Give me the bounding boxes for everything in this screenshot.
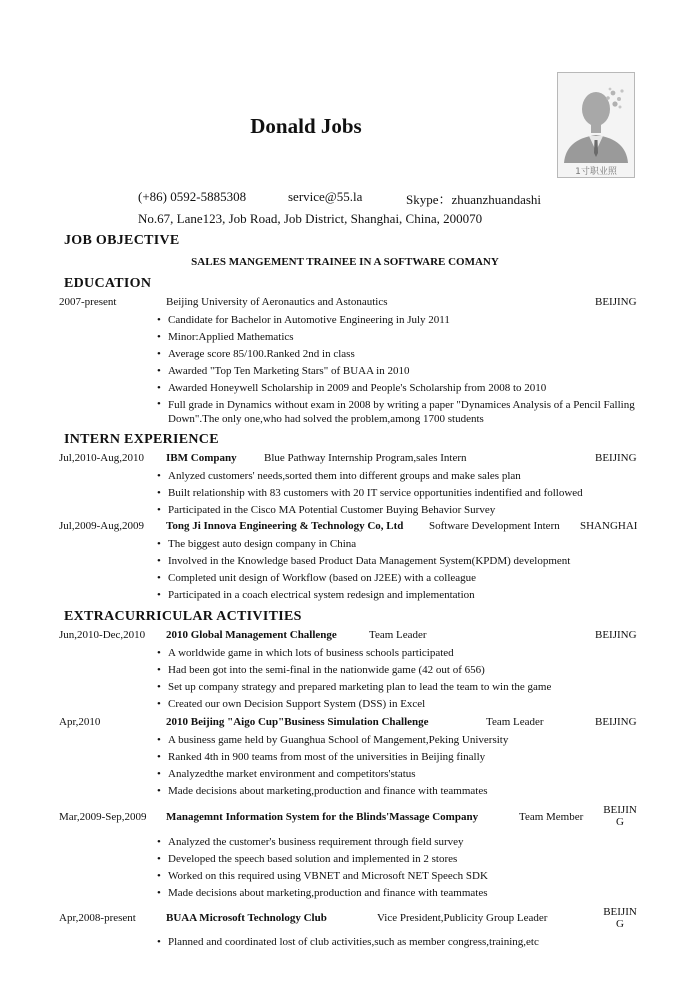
org-name: Managemnt Information System for the Blinds'Massage Company — [166, 811, 479, 823]
org-name: IBM Company — [166, 452, 237, 464]
entry-date: Jun,2010-Dec,2010 — [59, 629, 146, 641]
entry-location: BEIJING — [595, 716, 637, 728]
person-silhouette-icon — [558, 73, 634, 177]
list-item: • Analyzedthe market environment and competitors'status — [157, 766, 637, 783]
section-heading-extracurricular: EXTRACURRICULAR ACTIVITIES — [64, 609, 302, 624]
entry-date: Mar,2009-Sep,2009 — [59, 811, 147, 823]
org-name: Tong Ji Innova Engineering & Technology Co, Ltd — [166, 520, 404, 532]
org-name: BUAA Microsoft Technology Club — [166, 912, 327, 924]
intern-bullets-0 — [157, 468, 637, 519]
entry-location — [600, 906, 640, 930]
list-item: • Completed unit design of Workflow (based on J2EE) with a colleague — [157, 570, 637, 587]
school-name: Beijing University of Aeronautics and Astonautics — [166, 296, 388, 308]
entry-location: BEIJING — [595, 296, 637, 308]
list-item: • Minor:Applied Mathematics — [157, 329, 637, 346]
entry-date: Jul,2010-Aug,2010 — [59, 452, 144, 464]
list-item: • Made decisions about marketing,production and finance with teammates — [157, 885, 637, 902]
entry-location: BEIJING — [595, 452, 637, 464]
entry-location: BEIJING — [595, 629, 637, 641]
section-heading-intern: INTERN EXPERIENCE — [64, 432, 219, 447]
list-item: • The biggest auto design company in China — [157, 536, 637, 553]
entry-location-line-1: BEIJIN — [603, 804, 637, 816]
list-item: • Awarded "Top Ten Marketing Stars" of BUAA in 2010 — [157, 363, 637, 380]
phone: (+86) 0592-5885308 — [138, 189, 247, 204]
entry-location: SHANGHAI — [580, 520, 638, 532]
role-title: Team Member — [519, 811, 584, 823]
list-item: • Candidate for Bachelor in Automotive Engineering in July 2011 — [157, 312, 637, 329]
entry-location-line-2: G — [616, 816, 624, 828]
skype: Skype：zhuanzhuandashi — [406, 192, 542, 207]
role-title: Team Leader — [369, 629, 427, 641]
list-item: • Average score 85/100.Ranked 2nd in class — [157, 346, 637, 363]
role-title: Team Leader — [486, 716, 544, 728]
photo-caption: 1寸职业照 — [575, 167, 617, 177]
role-title: Vice President,Publicity Group Leader — [377, 912, 548, 924]
list-item: • Involved in the Knowledge based Product Data Management System(KPDM) development — [157, 553, 637, 570]
entry-location — [600, 804, 640, 828]
extra-bullets-1 — [157, 732, 637, 800]
entry-location-line-2: G — [616, 918, 624, 930]
list-item: • Planned and coordinated lost of club activities,such as member congress,training,etc — [157, 934, 637, 951]
list-item: • Set up company strategy and prepared marketing plan to lead the team to win the game — [157, 679, 637, 696]
list-item: • Built relationship with 83 customers with 20 IT service opportunities indentified and followed — [157, 485, 637, 502]
list-item: • A business game held by Guanghua School of Mangement,Peking University — [157, 732, 637, 749]
profile-photo — [557, 72, 635, 178]
objective-text: SALES MANGEMENT TRAINEE IN A SOFTWARE COMANY — [191, 256, 499, 268]
role-title: Software Development Intern — [429, 520, 560, 532]
list-item: • Anlyzed customers' needs,sorted them into different groups and make sales plan — [157, 468, 637, 485]
section-heading-education: EDUCATION — [64, 276, 152, 291]
org-name: 2010 Beijing "Aigo Cup"Business Simulation Challenge — [166, 716, 429, 728]
address: No.67, Lane123, Job Road, Job District, Shanghai, China, 200070 — [138, 211, 483, 226]
section-heading-objective: JOB OBJECTIVE — [64, 233, 180, 248]
extra-bullets-0 — [157, 645, 637, 713]
email: service@55.la — [288, 189, 363, 204]
list-item: • Analyzed the customer's business requirement through field survey — [157, 834, 637, 851]
intern-bullets-1 — [157, 536, 637, 604]
list-item: • Developed the speech based solution and implemented in 2 stores — [157, 851, 637, 868]
entry-date: Apr,2008-present — [59, 912, 136, 924]
org-name: 2010 Global Management Challenge — [166, 629, 337, 641]
extra-bullets-2 — [157, 834, 637, 902]
list-item: • Full grade in Dynamics without exam in 2008 by writing a paper "Dynamices Analysis of a Pencil Falling Down".The only one,who had solved the problem,among 1700 students — [157, 397, 637, 426]
list-item: • Created our own Decision Support System (DSS) in Excel — [157, 696, 637, 713]
list-item: • Made decisions about marketing,production and finance with teammates — [157, 783, 637, 800]
education-bullets — [157, 312, 637, 426]
extra-bullets-3 — [157, 934, 637, 951]
list-item: • Ranked 4th in 900 teams from most of the universities in Beijing finally — [157, 749, 637, 766]
list-item: • Awarded Honeywell Scholarship in 2009 and People's Scholarship from 2008 to 2010 — [157, 380, 637, 397]
candidate-name: Donald Jobs — [250, 114, 362, 138]
entry-date: Jul,2009-Aug,2009 — [59, 520, 144, 532]
list-item: • Worked on this required using VBNET and Microsoft NET Speech SDK — [157, 868, 637, 885]
entry-location-line-1: BEIJIN — [603, 906, 637, 918]
list-item: • Participated in the Cisco MA Potential Customer Buying Behavior Survey — [157, 502, 637, 519]
list-item: • A worldwide game in which lots of business schools participated — [157, 645, 637, 662]
list-item: • Had been got into the semi-final in the nationwide game (42 out of 656) — [157, 662, 637, 679]
entry-date: 2007-present — [59, 296, 117, 308]
entry-date: Apr,2010 — [59, 716, 101, 728]
role-title: Blue Pathway Internship Program,sales Intern — [264, 452, 467, 464]
list-item: • Participated in a coach electrical system redesign and implementation — [157, 587, 637, 604]
